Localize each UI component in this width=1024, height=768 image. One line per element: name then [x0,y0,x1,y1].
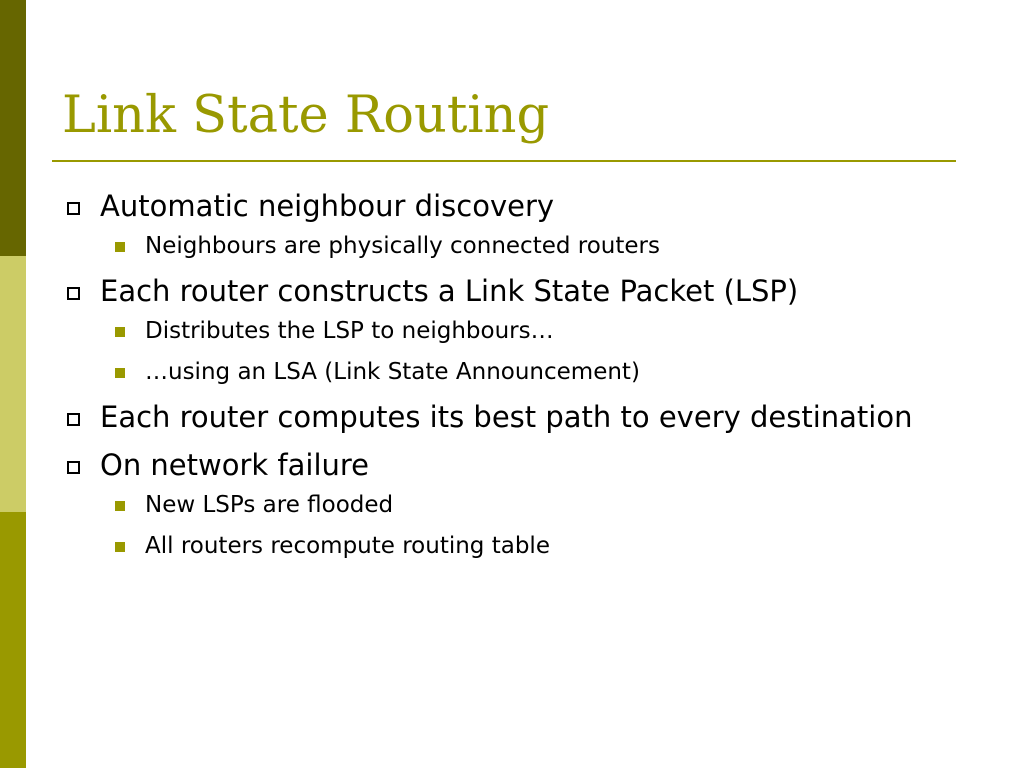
sub-bullet-item [0,530,1024,563]
sub-bullet-item [0,230,1024,263]
sub-bullet-text: New LSPs are flooded [145,492,394,518]
slide-title: Link State Routing [62,86,550,145]
hollow-square-bullet-icon [67,461,80,474]
hollow-square-bullet-icon [67,202,80,215]
title-divider [52,160,956,162]
filled-square-bullet-icon [115,368,125,378]
sub-bullet-list [0,315,1024,389]
filled-square-bullet-icon [115,501,125,511]
filled-square-bullet-icon [115,327,125,337]
slide-body [0,186,1024,571]
bullet-text: Each router constructs a Link State Packet (LSP) [100,274,799,308]
bullet-text: Automatic neighbour discovery [100,189,555,223]
sub-bullet-text: Distributes the LSP to neighbours… [145,318,554,344]
sub-bullet-text: All routers recompute routing table [145,533,550,559]
sub-bullet-item [0,356,1024,389]
bullet-item [0,271,1024,311]
filled-square-bullet-icon [115,542,125,552]
filled-square-bullet-icon [115,242,125,252]
sub-bullet-text: Neighbours are physically connected routers [145,233,660,259]
sub-bullet-text: …using an LSA (Link State Announcement) [145,359,640,385]
sub-bullet-item [0,315,1024,348]
bullet-item [0,445,1024,485]
sub-bullet-list [0,489,1024,563]
bullet-item [0,186,1024,226]
sub-bullet-item [0,489,1024,522]
bullet-text: On network failure [100,448,370,482]
bullet-text: Each router computes its best path to every destination [100,400,913,434]
bullet-item [0,397,1024,437]
hollow-square-bullet-icon [67,413,80,426]
sub-bullet-list [0,230,1024,263]
hollow-square-bullet-icon [67,287,80,300]
